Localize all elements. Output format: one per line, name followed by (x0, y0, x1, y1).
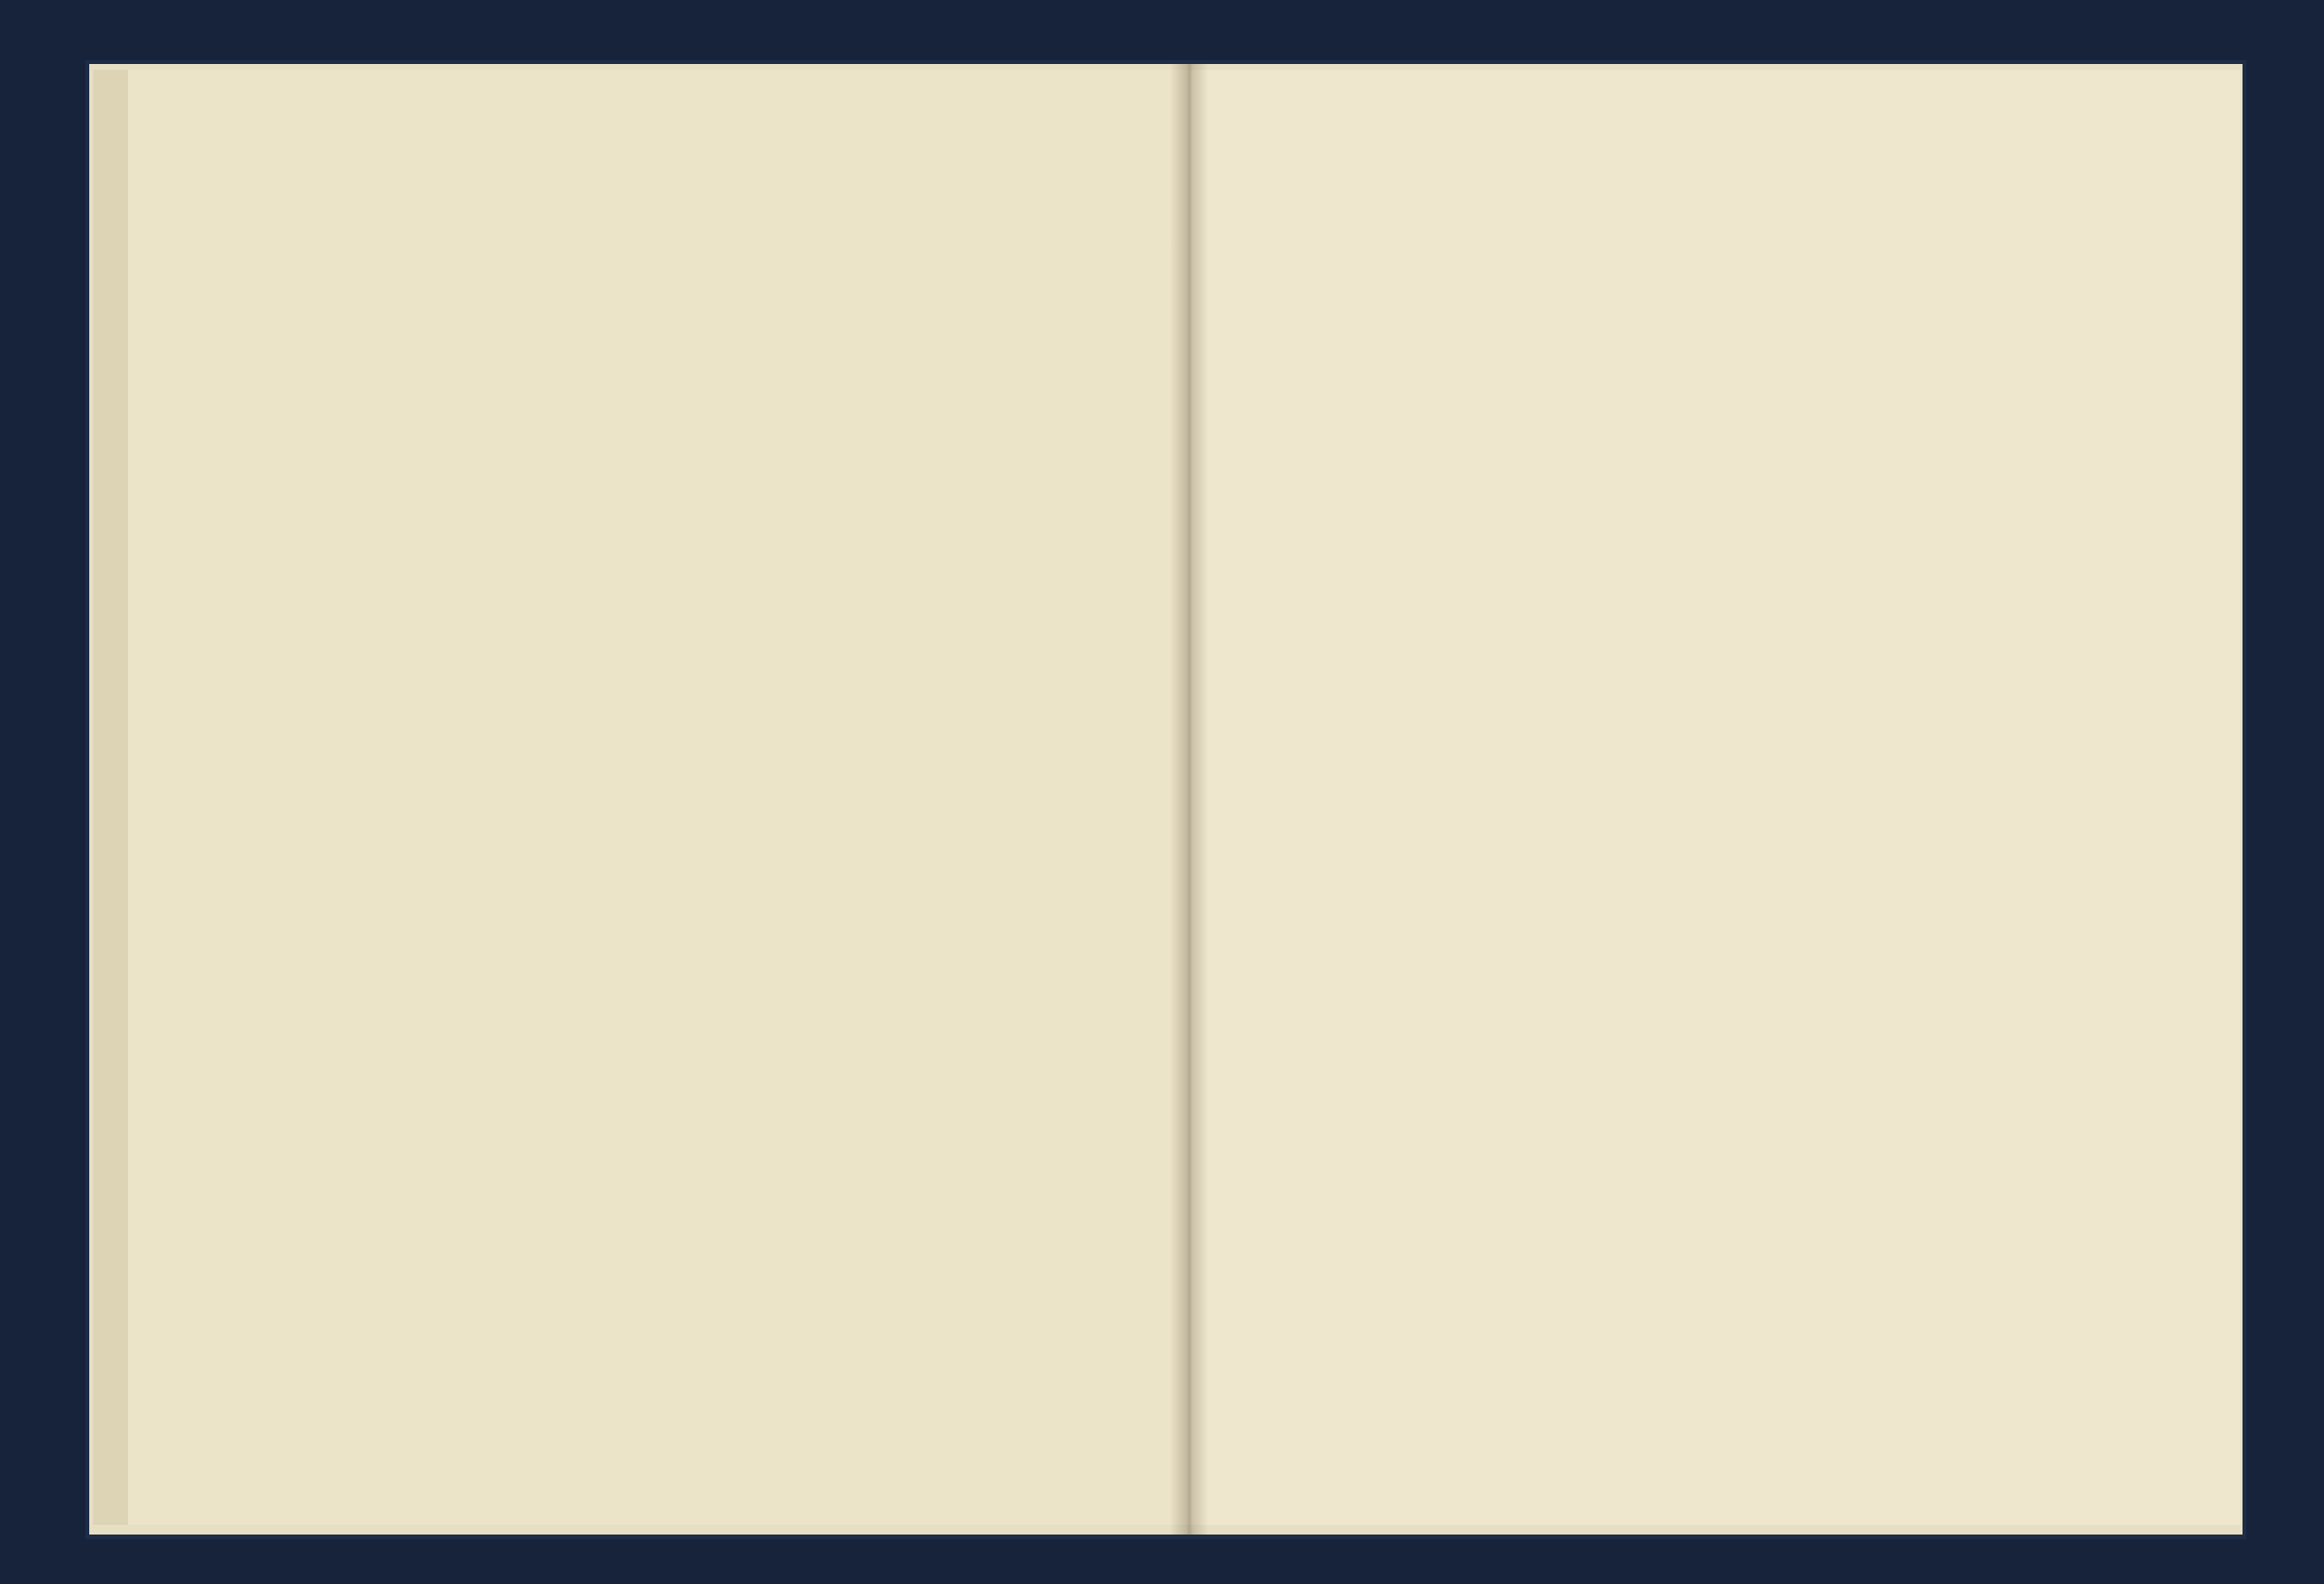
left-page (128, 70, 1189, 1525)
right-page (1189, 70, 2241, 1525)
book-gutter (1170, 64, 1209, 1535)
